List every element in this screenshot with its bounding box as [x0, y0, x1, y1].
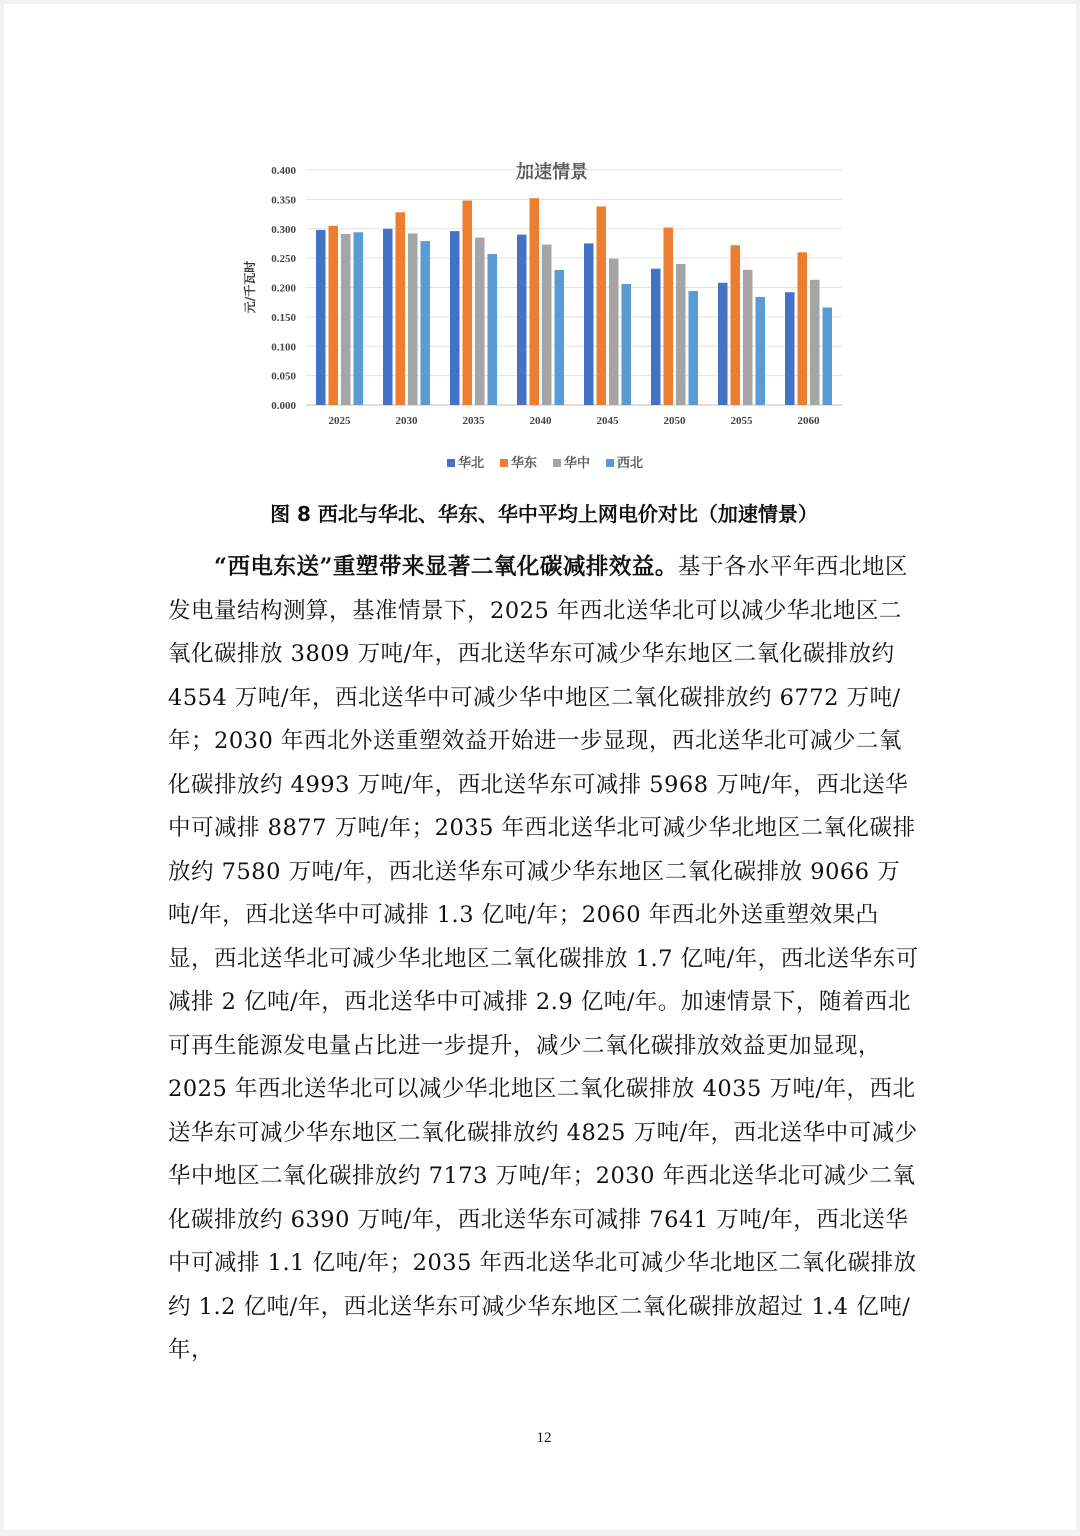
- bar-华北-2055: [718, 283, 728, 405]
- x-tick-label: 2040: [529, 415, 552, 427]
- paragraph-text: 基于各水平年西北地区发电量结构测算，基准情景下，2025 年西北送华北可以减少华北地区二氧化碳排放 3809 万吨/年，西北送华东可减少华东地区二氧化碳排放约 4554 万吨/年，西北送华中可减少华中地区二氧化碳排放约 6772 万吨/年；2030 年西北外送重塑效益开始进一步显现，西北送华北可减少二氧化碳排放约 4993 万吨/年，西北送华东可减排 5968 万吨/年，西北送华中可减排 8877 万吨/年；2035 年西北送华北可减少华北地区二氧化碳排放约 7580 万吨/年，西北送华东可减少华东地区二氧化碳排放 9066 万吨/年，西北送华中可减排 1.3 亿吨/年；2060 年西北外送重塑效果凸显，西北送华北可减少华北地区二氧化碳排放 1.7 亿吨/年，西北送华东可减排 2 亿吨/年，西北送华中可减排 2.9 亿吨/年。加速情景下，随着西北可再生能源发电量占比进一步提升，减少二氧化碳排放效益更加显现，2025 年西北送华北可以减少华北地区二氧化碳排放 4035 万吨/年，西北送华东可减少华东地区二氧化碳排放约 4825 万吨/年，西北送华中可减少华中地区二氧化碳排放约 7173 万吨/年；2030 年西北送华北可减少二氧化碳排放约 6390 万吨/年，西北送华东可减排 7641 万吨/年，西北送华中可减排 1.1 亿吨/年；2035 年西北送华北可减少华北地区二氧化碳排放约 1.2 亿吨/年，西北送华东可减少华东地区二氧化碳排放超过 1.4 亿吨/年，: [168, 554, 919, 1363]
- x-tick-labels: [329, 415, 821, 427]
- x-tick-label: 2055: [730, 415, 753, 427]
- x-tick-label: 2035: [462, 415, 485, 427]
- x-tick-label: 2060: [797, 415, 820, 427]
- bar-华东-2040: [530, 198, 540, 405]
- y-tick-label: 0.250: [271, 253, 296, 266]
- x-tick-label: 2025: [328, 415, 351, 427]
- legend-swatch-西北: [606, 459, 614, 467]
- bar-华北-2045: [584, 243, 594, 405]
- bar-西北-2025: [354, 232, 364, 405]
- legend-swatch-华东: [500, 459, 508, 467]
- x-tick-label: 2050: [663, 415, 686, 427]
- legend-swatch-华中: [553, 459, 561, 467]
- page-number: 12: [536, 1430, 552, 1446]
- bar-华北-2035: [450, 231, 460, 405]
- x-tick-label: 2045: [596, 415, 619, 427]
- bar-华东-2030: [396, 212, 406, 405]
- bar-华东-2060: [798, 252, 808, 405]
- bar-西北-2045: [622, 284, 632, 405]
- y-tick-label: 0.000: [271, 400, 296, 412]
- y-tick-label: 0.400: [271, 165, 296, 177]
- y-tick-label: 0.300: [271, 223, 296, 236]
- bar-华北-2040: [517, 235, 527, 405]
- document-page: [4, 4, 1076, 1530]
- bar-华北-2025: [316, 230, 326, 405]
- bar-华东-2050: [664, 228, 674, 405]
- y-tick-label: 0.100: [271, 341, 296, 354]
- legend-label-华东: 华东: [511, 456, 538, 471]
- bar-华中-2025: [341, 234, 351, 405]
- paragraph-lead: “西电东送”重塑带来显著二氧化碳减排效益。: [214, 554, 678, 580]
- bar-华中-2035: [475, 238, 485, 405]
- bar-华中-2050: [676, 264, 686, 405]
- bar-西北-2035: [488, 254, 498, 405]
- bar-西北-2060: [823, 307, 833, 405]
- bar-华北-2030: [383, 229, 393, 405]
- bar-华东-2045: [597, 206, 607, 405]
- y-axis-label: 元/千瓦时: [243, 260, 257, 314]
- y-tick-labels: [271, 165, 296, 412]
- legend-label-西北: 西北: [617, 456, 644, 471]
- y-tick-label: 0.150: [271, 311, 296, 324]
- y-tick-label: 0.050: [271, 370, 296, 383]
- y-tick-label: 0.200: [271, 282, 296, 295]
- bar-华中-2040: [542, 245, 552, 405]
- bar-西北-2050: [689, 291, 699, 405]
- bar-华东-2035: [463, 201, 473, 405]
- y-tick-label: 0.350: [271, 194, 296, 207]
- bar-华东-2055: [731, 245, 741, 405]
- bar-华中-2030: [408, 233, 418, 405]
- legend-label-华北: 华北: [458, 456, 485, 471]
- x-tick-label: 2030: [395, 415, 418, 427]
- bar-西北-2055: [756, 297, 766, 405]
- bar-华中-2060: [810, 280, 820, 405]
- bar-西北-2030: [421, 241, 431, 405]
- legend-swatch-华北: [447, 459, 455, 467]
- bar-chart: [234, 152, 854, 492]
- legend: [447, 455, 643, 471]
- bar-华中-2055: [743, 270, 753, 405]
- legend-label-华中: 华中: [564, 456, 591, 471]
- chart-title: 加速情景: [516, 162, 588, 183]
- bar-华北-2060: [785, 292, 795, 405]
- bar-西北-2040: [555, 270, 565, 405]
- figure-caption: 图 8 西北与华北、华东、华中平均上网电价对比（加速情景）: [270, 502, 818, 526]
- bar-华东-2025: [329, 226, 339, 405]
- bar-华北-2050: [651, 269, 661, 405]
- body-paragraph: [168, 546, 924, 1373]
- bar-华中-2045: [609, 259, 619, 405]
